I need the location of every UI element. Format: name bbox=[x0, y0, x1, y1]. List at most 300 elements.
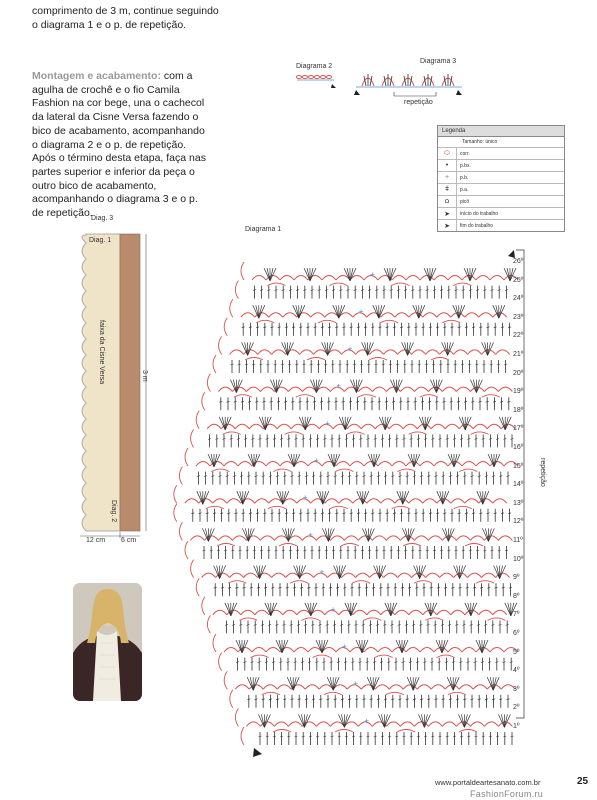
chain-arc bbox=[397, 469, 415, 472]
fan-stitch bbox=[471, 603, 477, 616]
chain-arc bbox=[493, 499, 507, 504]
fan-stitch bbox=[451, 454, 454, 467]
sc-marker: + bbox=[319, 567, 325, 577]
chain-arc bbox=[451, 610, 465, 615]
edge-chain bbox=[196, 411, 199, 429]
end-arrow-icon: ➤ bbox=[438, 220, 457, 231]
edge-chain bbox=[207, 615, 210, 633]
chain-arc bbox=[350, 462, 364, 467]
fan-stitch bbox=[339, 305, 342, 318]
fan-stitch bbox=[285, 528, 288, 541]
fan-stitch bbox=[341, 714, 344, 727]
chain-arc bbox=[409, 499, 423, 504]
chain-arc bbox=[211, 469, 229, 472]
chain-arc bbox=[266, 462, 280, 467]
chain-arc bbox=[288, 722, 302, 727]
fan-stitch bbox=[379, 417, 385, 430]
fan-stitch bbox=[293, 677, 296, 690]
row-label: 20º bbox=[513, 369, 524, 377]
edge-chain bbox=[235, 708, 238, 726]
fan-stitch bbox=[490, 677, 493, 690]
fan-stitch bbox=[422, 417, 425, 430]
chain-arc bbox=[448, 648, 462, 653]
chain-arc bbox=[294, 648, 308, 653]
fan-stitch bbox=[367, 677, 373, 690]
sc-marker: + bbox=[353, 679, 358, 689]
chain-arc bbox=[288, 387, 302, 392]
chain-arc bbox=[462, 648, 476, 653]
chain-arc bbox=[185, 499, 199, 504]
edge-chain bbox=[174, 485, 177, 503]
fan-stitch bbox=[460, 566, 463, 579]
fan-stitch bbox=[347, 268, 350, 281]
chain-arc bbox=[448, 276, 462, 281]
fan-stitch bbox=[365, 342, 368, 355]
sc-marker: + bbox=[342, 642, 347, 651]
fan-stitch bbox=[448, 342, 451, 355]
chain-arc bbox=[283, 610, 297, 615]
fan-stitch bbox=[254, 454, 257, 467]
schematic-figure bbox=[76, 226, 156, 538]
fan-stitch bbox=[482, 640, 488, 653]
fan-stitch bbox=[430, 380, 436, 393]
edge-chain bbox=[213, 634, 216, 652]
row-label: 16º bbox=[513, 444, 524, 451]
edge-chain bbox=[219, 653, 222, 671]
fan-stitch bbox=[482, 640, 485, 653]
fan-stitch bbox=[214, 454, 220, 467]
chain-arc bbox=[230, 350, 244, 355]
fan-stitch bbox=[445, 342, 448, 355]
chain-arc bbox=[487, 424, 501, 429]
fan-stitch bbox=[325, 528, 328, 541]
chain-arc bbox=[375, 655, 393, 658]
fan-stitch bbox=[248, 342, 254, 355]
chain-arc bbox=[470, 536, 484, 541]
chain-arc bbox=[465, 313, 479, 318]
sc-marker: + bbox=[314, 456, 319, 465]
chain-arc bbox=[290, 581, 308, 584]
fan-stitch bbox=[377, 566, 380, 579]
chain-arc bbox=[400, 722, 414, 727]
legend-row bbox=[438, 184, 564, 196]
fan-stitch bbox=[344, 714, 350, 727]
edge-chain bbox=[179, 467, 182, 485]
fan-stitch bbox=[322, 640, 328, 653]
chain-arc bbox=[406, 648, 420, 653]
fan-stitch bbox=[462, 417, 465, 430]
chain-arc bbox=[384, 350, 398, 355]
legend-text: fim do trabalho bbox=[460, 222, 494, 229]
chain-arc bbox=[251, 655, 269, 658]
fan-stitch bbox=[294, 454, 300, 467]
chain-arc bbox=[392, 276, 406, 281]
row-label: 1º bbox=[513, 723, 520, 730]
fan-stitch bbox=[203, 491, 209, 504]
row-label: 23º bbox=[513, 313, 524, 321]
edge-chain bbox=[213, 355, 216, 373]
chain-arc bbox=[389, 685, 403, 690]
fan-stitch bbox=[344, 268, 350, 281]
fan-stitch bbox=[310, 268, 316, 281]
chain-arc bbox=[428, 536, 442, 541]
chain-arc bbox=[482, 573, 496, 578]
fan-stitch bbox=[464, 714, 467, 727]
row-label: 13º bbox=[513, 499, 524, 507]
chain-arc bbox=[252, 648, 266, 653]
fan-stitch bbox=[357, 491, 363, 504]
legend-row bbox=[438, 148, 564, 160]
fan-stitch bbox=[310, 268, 313, 281]
fan-stitch bbox=[471, 603, 474, 616]
diagram1-label: Diagrama 1 bbox=[245, 226, 282, 233]
fan-stitch bbox=[348, 603, 351, 616]
chain-arc bbox=[431, 424, 445, 429]
fan-stitch bbox=[445, 528, 448, 541]
chain-arc bbox=[213, 610, 227, 615]
fan-stitch bbox=[353, 380, 356, 393]
row-label: 17º bbox=[513, 425, 524, 433]
diagram3-label: Diagrama 3 bbox=[420, 58, 457, 65]
chain-arc bbox=[442, 320, 460, 323]
chain-arc bbox=[318, 320, 336, 323]
fan-stitch bbox=[220, 566, 226, 579]
chain-arc bbox=[347, 432, 365, 435]
chain-arc bbox=[456, 536, 470, 541]
fan-stitch bbox=[350, 268, 356, 281]
fan-stitch bbox=[339, 305, 345, 318]
fan-stitch bbox=[408, 454, 414, 467]
fan-stitch bbox=[330, 677, 333, 690]
fan-stitch bbox=[299, 305, 302, 318]
fan-stitch bbox=[265, 417, 271, 430]
chain-arc bbox=[395, 610, 409, 615]
fan-stitch bbox=[214, 454, 217, 467]
chain-arc bbox=[462, 462, 476, 467]
fan-stitch bbox=[294, 566, 300, 579]
fan-stitch bbox=[400, 491, 403, 504]
fan-stitch bbox=[443, 491, 449, 504]
page-number: 25 bbox=[577, 776, 589, 787]
chain-arc bbox=[386, 722, 400, 727]
edge-chain bbox=[241, 727, 244, 745]
chain-arc bbox=[218, 387, 232, 392]
fan-stitch bbox=[220, 566, 223, 579]
fan-stitch bbox=[327, 677, 333, 690]
sc-marker: + bbox=[370, 270, 375, 279]
fan-stitch bbox=[465, 417, 468, 430]
row-label: 3º bbox=[513, 685, 520, 693]
chain-arc bbox=[409, 432, 427, 435]
chain-arc bbox=[279, 544, 297, 547]
fan-stitch bbox=[328, 454, 334, 467]
chain-arc bbox=[228, 581, 246, 584]
chain-arc bbox=[493, 610, 507, 615]
chain-arc bbox=[307, 358, 325, 361]
fan-stitch bbox=[264, 714, 270, 727]
row-label: 5º bbox=[513, 648, 520, 656]
fan-stitch bbox=[501, 714, 504, 727]
fan-stitch bbox=[419, 417, 425, 430]
chain-arc bbox=[347, 424, 361, 429]
fan-stitch bbox=[248, 528, 251, 541]
fan-stitch bbox=[458, 714, 464, 727]
row-label: 11º bbox=[513, 537, 523, 544]
schematic-length: 3 m bbox=[141, 370, 148, 382]
fan-stitch bbox=[362, 342, 368, 355]
fan-stitch bbox=[410, 677, 413, 690]
fan-stitch bbox=[396, 640, 402, 653]
legend-row bbox=[438, 220, 564, 231]
fan-stitch bbox=[493, 677, 496, 690]
fan-stitch bbox=[494, 454, 497, 467]
diagram2-figure bbox=[294, 70, 344, 92]
fan-stitch bbox=[457, 566, 460, 579]
fan-stitch bbox=[282, 640, 285, 653]
start-arrow-icon bbox=[253, 748, 262, 757]
row-label: 15º bbox=[513, 462, 524, 470]
fan-stitch bbox=[442, 640, 445, 653]
chain-arc bbox=[325, 499, 339, 504]
fan-stitch bbox=[488, 342, 494, 355]
fan-stitch bbox=[459, 305, 462, 318]
fan-stitch bbox=[479, 640, 482, 653]
chain-arc bbox=[454, 506, 472, 509]
fan-stitch bbox=[260, 566, 266, 579]
chain-arc bbox=[249, 424, 263, 429]
chain-arc bbox=[392, 462, 406, 467]
fan-stitch bbox=[493, 677, 499, 690]
chain-arc bbox=[434, 462, 448, 467]
chain-arc bbox=[252, 276, 266, 281]
slip-stitch-icon: • bbox=[438, 160, 457, 171]
chain-arc bbox=[246, 722, 260, 727]
chain-arc bbox=[238, 462, 252, 467]
fan-stitch bbox=[231, 603, 237, 616]
fan-stitch bbox=[450, 677, 453, 690]
fan-stitch bbox=[316, 380, 322, 393]
chain-arc bbox=[272, 350, 286, 355]
chain-arc bbox=[224, 462, 238, 467]
fan-stitch bbox=[411, 454, 414, 467]
chain-arc bbox=[431, 358, 449, 361]
chain-arc bbox=[426, 573, 440, 578]
legend-table bbox=[437, 125, 565, 232]
chain-arc bbox=[369, 358, 387, 361]
fan-stitch bbox=[225, 417, 228, 430]
chain-arc bbox=[196, 462, 210, 467]
chain-arc bbox=[352, 581, 370, 584]
chain-arc bbox=[224, 648, 238, 653]
edge-chain bbox=[207, 374, 210, 392]
chain-arc bbox=[202, 573, 216, 578]
fan-stitch bbox=[300, 566, 303, 579]
footer-url: www.portaldeartesanato.com.br bbox=[435, 778, 541, 787]
fan-stitch bbox=[488, 342, 491, 355]
fan-stitch bbox=[356, 640, 362, 653]
fan-stitch bbox=[293, 677, 299, 690]
fan-stitch bbox=[283, 491, 289, 504]
fan-stitch bbox=[407, 677, 413, 690]
fan-stitch bbox=[264, 714, 267, 727]
chain-arc bbox=[329, 283, 347, 286]
chain-arc bbox=[459, 685, 473, 690]
chain-arc bbox=[353, 610, 367, 615]
chain-arc bbox=[397, 730, 415, 733]
fan-stitch bbox=[242, 640, 245, 653]
fan-stitch bbox=[374, 566, 380, 579]
legend-text: p.b. bbox=[460, 174, 469, 181]
edge-chain bbox=[202, 392, 205, 410]
legend-title: Legenda bbox=[438, 126, 564, 137]
fan-stitch bbox=[283, 491, 286, 504]
sc-marker: + bbox=[336, 381, 342, 391]
fan-stitch bbox=[436, 640, 442, 653]
fan-stitch bbox=[313, 380, 316, 393]
diagram1-figure bbox=[172, 240, 532, 758]
chain-arc bbox=[456, 387, 470, 392]
fan-stitch bbox=[461, 714, 464, 727]
fan-stitch bbox=[470, 268, 473, 281]
chain-arc bbox=[230, 573, 244, 578]
assembly-heading: Montagem e acabamento: bbox=[32, 70, 161, 82]
edge-chain bbox=[185, 541, 188, 559]
chain-arc bbox=[465, 499, 479, 504]
fan-stitch bbox=[345, 603, 351, 616]
fan-stitch bbox=[333, 305, 339, 318]
fan-stitch bbox=[448, 528, 451, 541]
fan-stitch bbox=[259, 305, 265, 318]
chain-arc bbox=[294, 276, 308, 281]
chain-arc bbox=[272, 573, 286, 578]
fan-stitch bbox=[236, 380, 239, 393]
chain-arc bbox=[336, 462, 350, 467]
chain-arc bbox=[356, 573, 370, 578]
fan-stitch bbox=[397, 491, 403, 504]
chain-arc bbox=[378, 462, 392, 467]
fan-stitch bbox=[408, 528, 411, 541]
row-label: 26º bbox=[513, 258, 524, 265]
fan-stitch bbox=[464, 268, 470, 281]
fan-stitch bbox=[242, 640, 248, 653]
chain-arc bbox=[459, 469, 477, 472]
fan-stitch bbox=[425, 603, 431, 616]
chain-arc bbox=[437, 313, 451, 318]
chain-arc bbox=[277, 685, 291, 690]
fan-stitch bbox=[322, 528, 328, 541]
fan-stitch bbox=[288, 528, 291, 541]
edge-chain bbox=[191, 560, 194, 578]
legend-text: picô bbox=[460, 198, 470, 205]
fan-stitch bbox=[500, 566, 506, 579]
chain-arc bbox=[425, 618, 443, 621]
fan-stitch bbox=[282, 640, 288, 653]
fan-stitch bbox=[333, 677, 336, 690]
fan-stitch bbox=[305, 417, 308, 430]
fan-stitch bbox=[288, 528, 294, 541]
chain-arc bbox=[380, 320, 398, 323]
schematic-width-left: 12 cm bbox=[86, 537, 106, 544]
chain-arc bbox=[448, 692, 466, 695]
chain-arc bbox=[479, 610, 493, 615]
schematic-diag2: Diag. 2 bbox=[110, 500, 117, 523]
row-label: 7º bbox=[513, 611, 520, 619]
fan-stitch bbox=[288, 342, 291, 355]
fan-stitch bbox=[454, 454, 460, 467]
fan-stitch bbox=[505, 417, 511, 430]
fan-stitch bbox=[260, 566, 263, 579]
chain-arc bbox=[384, 573, 398, 578]
fan-stitch bbox=[473, 380, 476, 393]
fan-stitch bbox=[460, 566, 466, 579]
fan-stitch bbox=[456, 305, 459, 318]
chain-arc bbox=[490, 276, 504, 281]
chain-arc bbox=[423, 499, 437, 504]
fan-stitch bbox=[505, 417, 508, 430]
chain-arc bbox=[274, 722, 288, 727]
chain-arc bbox=[386, 536, 400, 541]
edge-chain bbox=[230, 690, 233, 708]
fan-stitch bbox=[302, 417, 305, 430]
chain-arc bbox=[218, 536, 232, 541]
intro-paragraph: comprimento de 3 m, continue seguindo o diagrama 1 e o p. de repetição. bbox=[32, 5, 219, 31]
fan-stitch bbox=[405, 528, 408, 541]
fan-stitch bbox=[248, 342, 251, 355]
schematic-width-right: 6 cm bbox=[121, 537, 137, 544]
fan-stitch bbox=[288, 342, 294, 355]
chain-arc bbox=[487, 618, 505, 621]
fan-stitch bbox=[304, 714, 307, 727]
assembly-body: com a agulha de crochê e o fio Camila Fashion na cor bege, una o cachecol da lateral da Cisne Versa fazendo o bico de acabamento, acompanhando o diagrama 2 e o p. de repetição. Após o término desta etapa, faça nas partes superior e inferior da peça o outro bico de acabamento, acompanhando o diagrama 3 e o p. de repetição. bbox=[32, 70, 206, 220]
fan-stitch bbox=[483, 491, 489, 504]
chain-arc bbox=[476, 581, 494, 584]
fan-stitch bbox=[342, 417, 345, 430]
chain-arc bbox=[468, 350, 482, 355]
fan-stitch bbox=[405, 342, 408, 355]
row-label: 9º bbox=[513, 574, 520, 582]
fan-stitch bbox=[331, 454, 334, 467]
fan-stitch bbox=[317, 491, 323, 504]
row-label: 8º bbox=[513, 592, 520, 600]
chain-arc bbox=[255, 499, 269, 504]
fan-stitch bbox=[350, 268, 353, 281]
row-label: 25º bbox=[513, 276, 524, 284]
chain-arc bbox=[273, 469, 291, 472]
fan-stitch bbox=[322, 342, 328, 355]
chain-arc bbox=[260, 536, 274, 541]
fan-stitch bbox=[454, 454, 457, 467]
chain-arc bbox=[437, 655, 455, 658]
row-label: 6º bbox=[513, 630, 520, 637]
chain-arc bbox=[223, 432, 241, 435]
chain-arc bbox=[330, 536, 344, 541]
fan-stitch bbox=[270, 268, 273, 281]
chain-arc bbox=[305, 685, 319, 690]
model-photo bbox=[73, 583, 142, 701]
chain-arc bbox=[342, 573, 356, 578]
fan-stitch bbox=[277, 491, 283, 504]
chain-arc bbox=[241, 610, 255, 615]
chain-arc bbox=[311, 313, 325, 318]
fan-stitch bbox=[499, 305, 505, 318]
fan-stitch bbox=[203, 491, 206, 504]
fan-stitch bbox=[270, 268, 276, 281]
fan-stitch bbox=[393, 380, 396, 393]
fan-stitch bbox=[440, 491, 443, 504]
chain-arc bbox=[300, 350, 314, 355]
chain-arc bbox=[468, 573, 482, 578]
fan-stitch bbox=[350, 380, 356, 393]
